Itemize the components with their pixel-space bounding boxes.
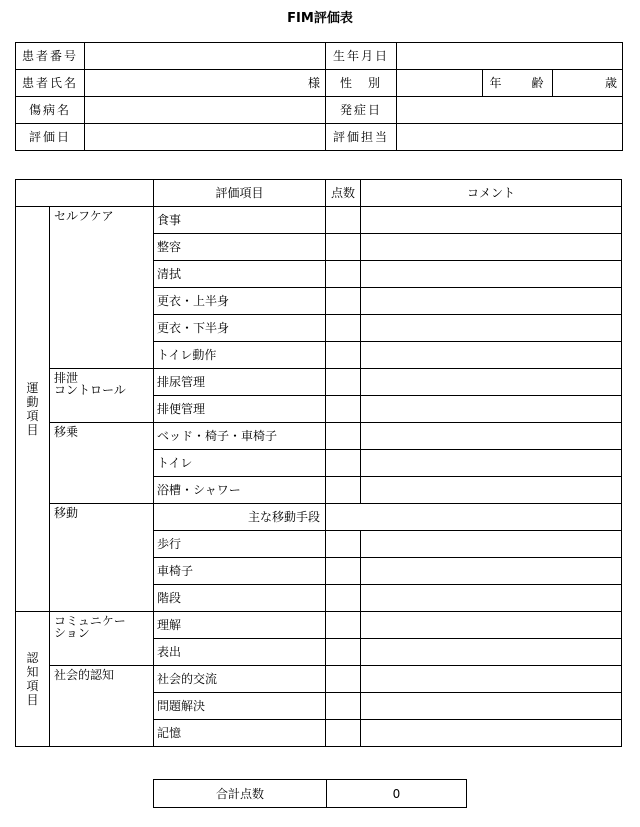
- total-score-table: [153, 779, 467, 808]
- comment-cell[interactable]: [361, 369, 622, 396]
- item-dressing-upper: 更衣・上半身: [154, 288, 326, 315]
- patient-name-label: 患者氏名: [16, 70, 85, 97]
- age-field[interactable]: [553, 70, 623, 97]
- comment-cell[interactable]: [361, 720, 622, 747]
- disease-field[interactable]: [85, 97, 326, 124]
- subcategory-excretion: 排泄 コントロール: [50, 369, 154, 423]
- header-comment: コメント: [361, 180, 622, 207]
- score-cell[interactable]: [326, 531, 361, 558]
- item-transfer-bed: ベッド・椅子・車椅子: [154, 423, 326, 450]
- comment-cell[interactable]: [361, 693, 622, 720]
- comment-cell[interactable]: [361, 234, 622, 261]
- fim-evaluation-table: [15, 179, 622, 747]
- item-grooming: 整容: [154, 234, 326, 261]
- comment-cell[interactable]: [361, 315, 622, 342]
- score-cell[interactable]: [326, 261, 361, 288]
- total-score-label: 合計点数: [154, 780, 327, 808]
- item-walking: 歩行: [154, 531, 326, 558]
- score-cell[interactable]: [326, 693, 361, 720]
- comment-cell[interactable]: [361, 477, 622, 504]
- total-score-value: 0: [327, 780, 467, 808]
- sex-field[interactable]: [397, 70, 483, 97]
- comment-cell[interactable]: [361, 558, 622, 585]
- eval-date-label: 評価日: [16, 124, 85, 151]
- item-social-interaction: 社会的交流: [154, 666, 326, 693]
- item-memory: 記憶: [154, 720, 326, 747]
- score-cell[interactable]: [326, 288, 361, 315]
- category-cognitive: [16, 612, 50, 747]
- score-cell[interactable]: [326, 423, 361, 450]
- item-comprehension: 理解: [154, 612, 326, 639]
- score-cell[interactable]: [326, 477, 361, 504]
- score-cell[interactable]: [326, 612, 361, 639]
- score-cell[interactable]: [326, 666, 361, 693]
- item-stairs: 階段: [154, 585, 326, 612]
- subcategory-social: 社会的認知: [50, 666, 154, 747]
- comment-cell[interactable]: [361, 396, 622, 423]
- patient-number-field[interactable]: [85, 43, 326, 70]
- disease-label: 傷病名: [16, 97, 85, 124]
- comment-cell[interactable]: [361, 207, 622, 234]
- patient-name-field[interactable]: [85, 70, 326, 97]
- evaluator-field[interactable]: [397, 124, 623, 151]
- patient-info-table: [15, 42, 623, 151]
- score-cell[interactable]: [326, 369, 361, 396]
- comment-cell[interactable]: [361, 531, 622, 558]
- item-bladder: 排尿管理: [154, 369, 326, 396]
- locomotion-means-field[interactable]: [326, 504, 622, 531]
- score-cell[interactable]: [326, 639, 361, 666]
- header-score: 点数: [326, 180, 361, 207]
- eval-date-field[interactable]: [85, 124, 326, 151]
- comment-cell[interactable]: [361, 639, 622, 666]
- evaluator-label: 評価担当: [326, 124, 397, 151]
- header-blank: [16, 180, 154, 207]
- category-cognitive-label: 認 知 項 目: [26, 651, 39, 707]
- comment-cell[interactable]: [361, 666, 622, 693]
- patient-number-label: 患者番号: [16, 43, 85, 70]
- comment-cell[interactable]: [361, 612, 622, 639]
- item-problem-solving: 問題解決: [154, 693, 326, 720]
- item-bathing: 清拭: [154, 261, 326, 288]
- subcategory-communication: コミュニケー ション: [50, 612, 154, 666]
- score-cell[interactable]: [326, 207, 361, 234]
- header-item: 評価項目: [154, 180, 326, 207]
- score-cell[interactable]: [326, 342, 361, 369]
- item-dressing-lower: 更衣・下半身: [154, 315, 326, 342]
- subcategory-transfer: 移乗: [50, 423, 154, 504]
- birthdate-field[interactable]: [397, 43, 623, 70]
- item-bowel: 排便管理: [154, 396, 326, 423]
- subcategory-selfcare: セルフケア: [50, 207, 154, 369]
- locomotion-means-label: 主な移動手段: [154, 504, 326, 531]
- onset-field[interactable]: [397, 97, 623, 124]
- item-transfer-toilet: トイレ: [154, 450, 326, 477]
- onset-label: 発症日: [326, 97, 397, 124]
- comment-cell[interactable]: [361, 423, 622, 450]
- item-toileting: トイレ動作: [154, 342, 326, 369]
- sex-label: 性 別: [326, 70, 397, 97]
- honorific: 様: [307, 76, 320, 90]
- age-label: 年 齢: [483, 70, 553, 97]
- item-expression: 表出: [154, 639, 326, 666]
- comment-cell[interactable]: [361, 288, 622, 315]
- subcategory-locomotion: 移動: [50, 504, 154, 612]
- score-cell[interactable]: [326, 558, 361, 585]
- comment-cell[interactable]: [361, 261, 622, 288]
- category-motor-label: 運 動 項 目: [26, 381, 39, 437]
- score-cell[interactable]: [326, 234, 361, 261]
- birthdate-label: 生年月日: [326, 43, 397, 70]
- page-title: FIM評価表: [287, 11, 353, 26]
- category-motor: [16, 207, 50, 612]
- item-eating: 食事: [154, 207, 326, 234]
- score-cell[interactable]: [326, 396, 361, 423]
- score-cell[interactable]: [326, 315, 361, 342]
- score-cell[interactable]: [326, 585, 361, 612]
- age-unit: 歳: [605, 76, 618, 90]
- score-cell[interactable]: [326, 720, 361, 747]
- item-transfer-bath: 浴槽・シャワー: [154, 477, 326, 504]
- item-wheelchair: 車椅子: [154, 558, 326, 585]
- score-cell[interactable]: [326, 450, 361, 477]
- comment-cell[interactable]: [361, 450, 622, 477]
- comment-cell[interactable]: [361, 585, 622, 612]
- comment-cell[interactable]: [361, 342, 622, 369]
